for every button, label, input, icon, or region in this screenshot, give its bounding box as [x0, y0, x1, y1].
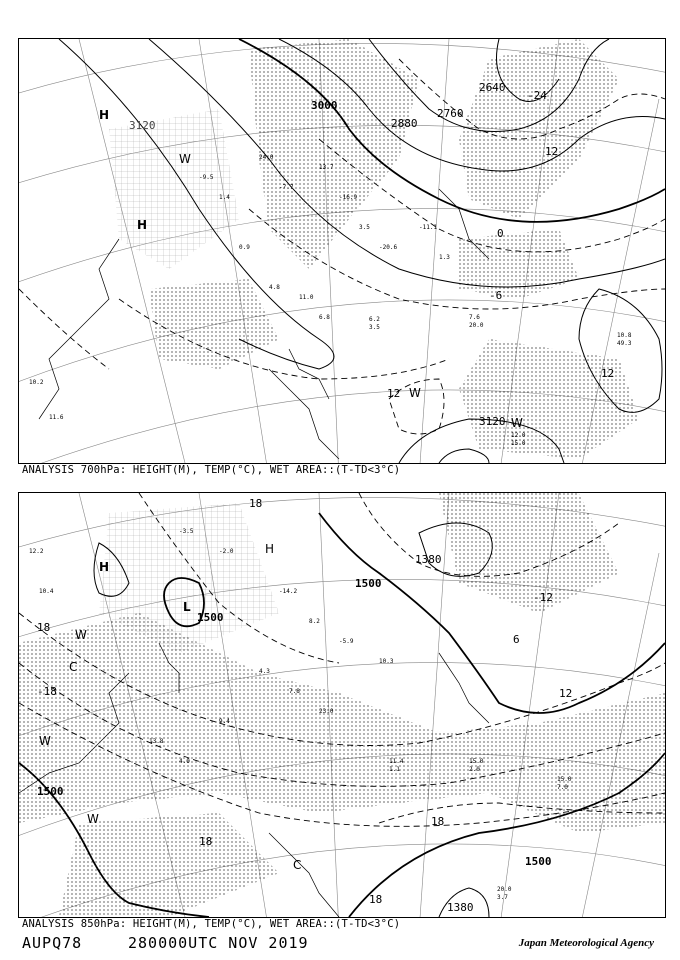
svg-text:3.5: 3.5 [359, 224, 370, 231]
svg-text:-16.9: -16.9 [339, 194, 358, 201]
svg-text:-20.6: -20.6 [379, 244, 398, 251]
valid-time: 280000UTC NOV 2019 [128, 934, 309, 952]
temp-label: 12 [559, 687, 573, 700]
svg-text:20.0: 20.0 [469, 322, 484, 329]
svg-text:4.0: 4.0 [179, 758, 190, 765]
agency-credit: Japan Meteorological Agency [518, 937, 654, 949]
svg-text:1.3: 1.3 [439, 254, 450, 261]
temp-label: -12 [533, 591, 553, 604]
temp-label: 18 [37, 621, 51, 634]
height-label: 2640 [479, 81, 506, 94]
svg-text:15.0: 15.0 [557, 776, 572, 783]
temp-label: 12 [387, 387, 401, 400]
svg-text:13.7: 13.7 [319, 164, 334, 171]
svg-text:4.3: 4.3 [259, 668, 270, 675]
warm-center-marker: W [511, 416, 523, 430]
warm-center-marker: W [39, 734, 51, 748]
svg-text:13.8: 13.8 [149, 738, 164, 745]
svg-text:24.0: 24.0 [259, 154, 274, 161]
svg-text:20.0: 20.0 [497, 886, 512, 893]
svg-text:-7.7: -7.7 [279, 184, 294, 191]
weather-chart-850hpa [19, 493, 665, 917]
temp-label: 12 [545, 145, 559, 158]
high-center-marker: H [99, 560, 110, 574]
svg-text:15.0: 15.0 [511, 440, 526, 447]
high-center-marker: H [99, 108, 110, 122]
warm-center-marker: W [409, 386, 421, 400]
svg-text:7.0: 7.0 [557, 784, 568, 791]
svg-text:-2.0: -2.0 [219, 548, 234, 555]
high-center-marker: H [137, 218, 148, 232]
svg-text:10.8: 10.8 [617, 332, 632, 339]
svg-text:2.0: 2.0 [469, 766, 480, 773]
panel-caption-700hpa: ANALYSIS 700hPa: HEIGHT(M), TEMP(°C), WET AREA::(T-TD<3°C) [22, 464, 401, 476]
svg-text:11.4: 11.4 [389, 758, 404, 765]
cold-center-marker: C [69, 660, 78, 674]
svg-text:7.6: 7.6 [469, 314, 480, 321]
temp-label: -18 [37, 685, 57, 698]
cold-center-marker: C [293, 858, 302, 872]
svg-text:4.8: 4.8 [269, 284, 280, 291]
svg-text:12.0: 12.0 [511, 432, 526, 439]
map-panel-850hpa [18, 492, 666, 918]
height-label: 2880 [391, 117, 418, 130]
svg-text:-5.9: -5.9 [339, 638, 354, 645]
temp-label: 0 [497, 227, 504, 240]
svg-text:10.3: 10.3 [379, 658, 394, 665]
svg-text:15.0: 15.0 [469, 758, 484, 765]
svg-text:-14.2: -14.2 [279, 588, 298, 595]
svg-text:12.2: 12.2 [29, 548, 44, 555]
svg-text:11.6: 11.6 [49, 414, 64, 421]
wet-area [109, 39, 639, 459]
product-code: AUPQ78 [22, 934, 83, 952]
svg-text:23.0: 23.0 [319, 708, 334, 715]
panel-caption-850hpa: ANALYSIS 850hPa: HEIGHT(M), TEMP(°C), WET AREA::(T-TD<3°C) [22, 918, 401, 930]
height-label: 1380 [447, 901, 474, 914]
temp-label: 18 [431, 815, 445, 828]
svg-text:11.0: 11.0 [299, 294, 314, 301]
svg-text:6.8: 6.8 [319, 314, 330, 321]
temp-label: 12 [601, 367, 615, 380]
height-label: 3120 [129, 119, 156, 132]
low-center-marker: L [183, 600, 191, 614]
svg-text:3.5: 3.5 [369, 324, 380, 331]
temp-label: 18 [369, 893, 383, 906]
height-label: 1380 [415, 553, 442, 566]
height-label: 2760 [437, 107, 464, 120]
temp-label: -24 [527, 89, 547, 102]
height-label: 1500 [525, 855, 552, 868]
warm-center-marker: W [75, 628, 87, 642]
weather-chart-700hpa [19, 39, 665, 463]
svg-text:-9.5: -9.5 [199, 174, 214, 181]
svg-text:49.3: 49.3 [617, 340, 632, 347]
svg-text:6.2: 6.2 [369, 316, 380, 323]
svg-text:1.1: 1.1 [389, 766, 400, 773]
temp-label: 6 [513, 633, 520, 646]
temp-label: 18 [249, 497, 263, 510]
height-label: 1500 [37, 785, 64, 798]
height-label: 3000 [311, 99, 338, 112]
temp-label: 18 [199, 835, 213, 848]
warm-center-marker: W [87, 812, 99, 826]
svg-text:8.2: 8.2 [309, 618, 320, 625]
height-label: 1500 [197, 611, 224, 624]
map-panel-700hpa [18, 38, 666, 464]
svg-text:10.2: 10.2 [29, 379, 44, 386]
temp-label: -6 [489, 289, 503, 302]
svg-text:1.4: 1.4 [219, 194, 230, 201]
svg-text:-11.1: -11.1 [419, 224, 438, 231]
svg-text:0.9: 0.9 [239, 244, 250, 251]
height-label: 1500 [355, 577, 382, 590]
svg-text:-3.5: -3.5 [179, 528, 194, 535]
height-label: 3120 [479, 415, 506, 428]
svg-text:7.8: 7.8 [289, 688, 300, 695]
svg-text:10.4: 10.4 [39, 588, 54, 595]
svg-text:3.7: 3.7 [497, 894, 508, 901]
high-center-marker: H [265, 542, 275, 556]
svg-text:9.4: 9.4 [219, 718, 230, 725]
warm-center-marker: W [179, 152, 191, 166]
